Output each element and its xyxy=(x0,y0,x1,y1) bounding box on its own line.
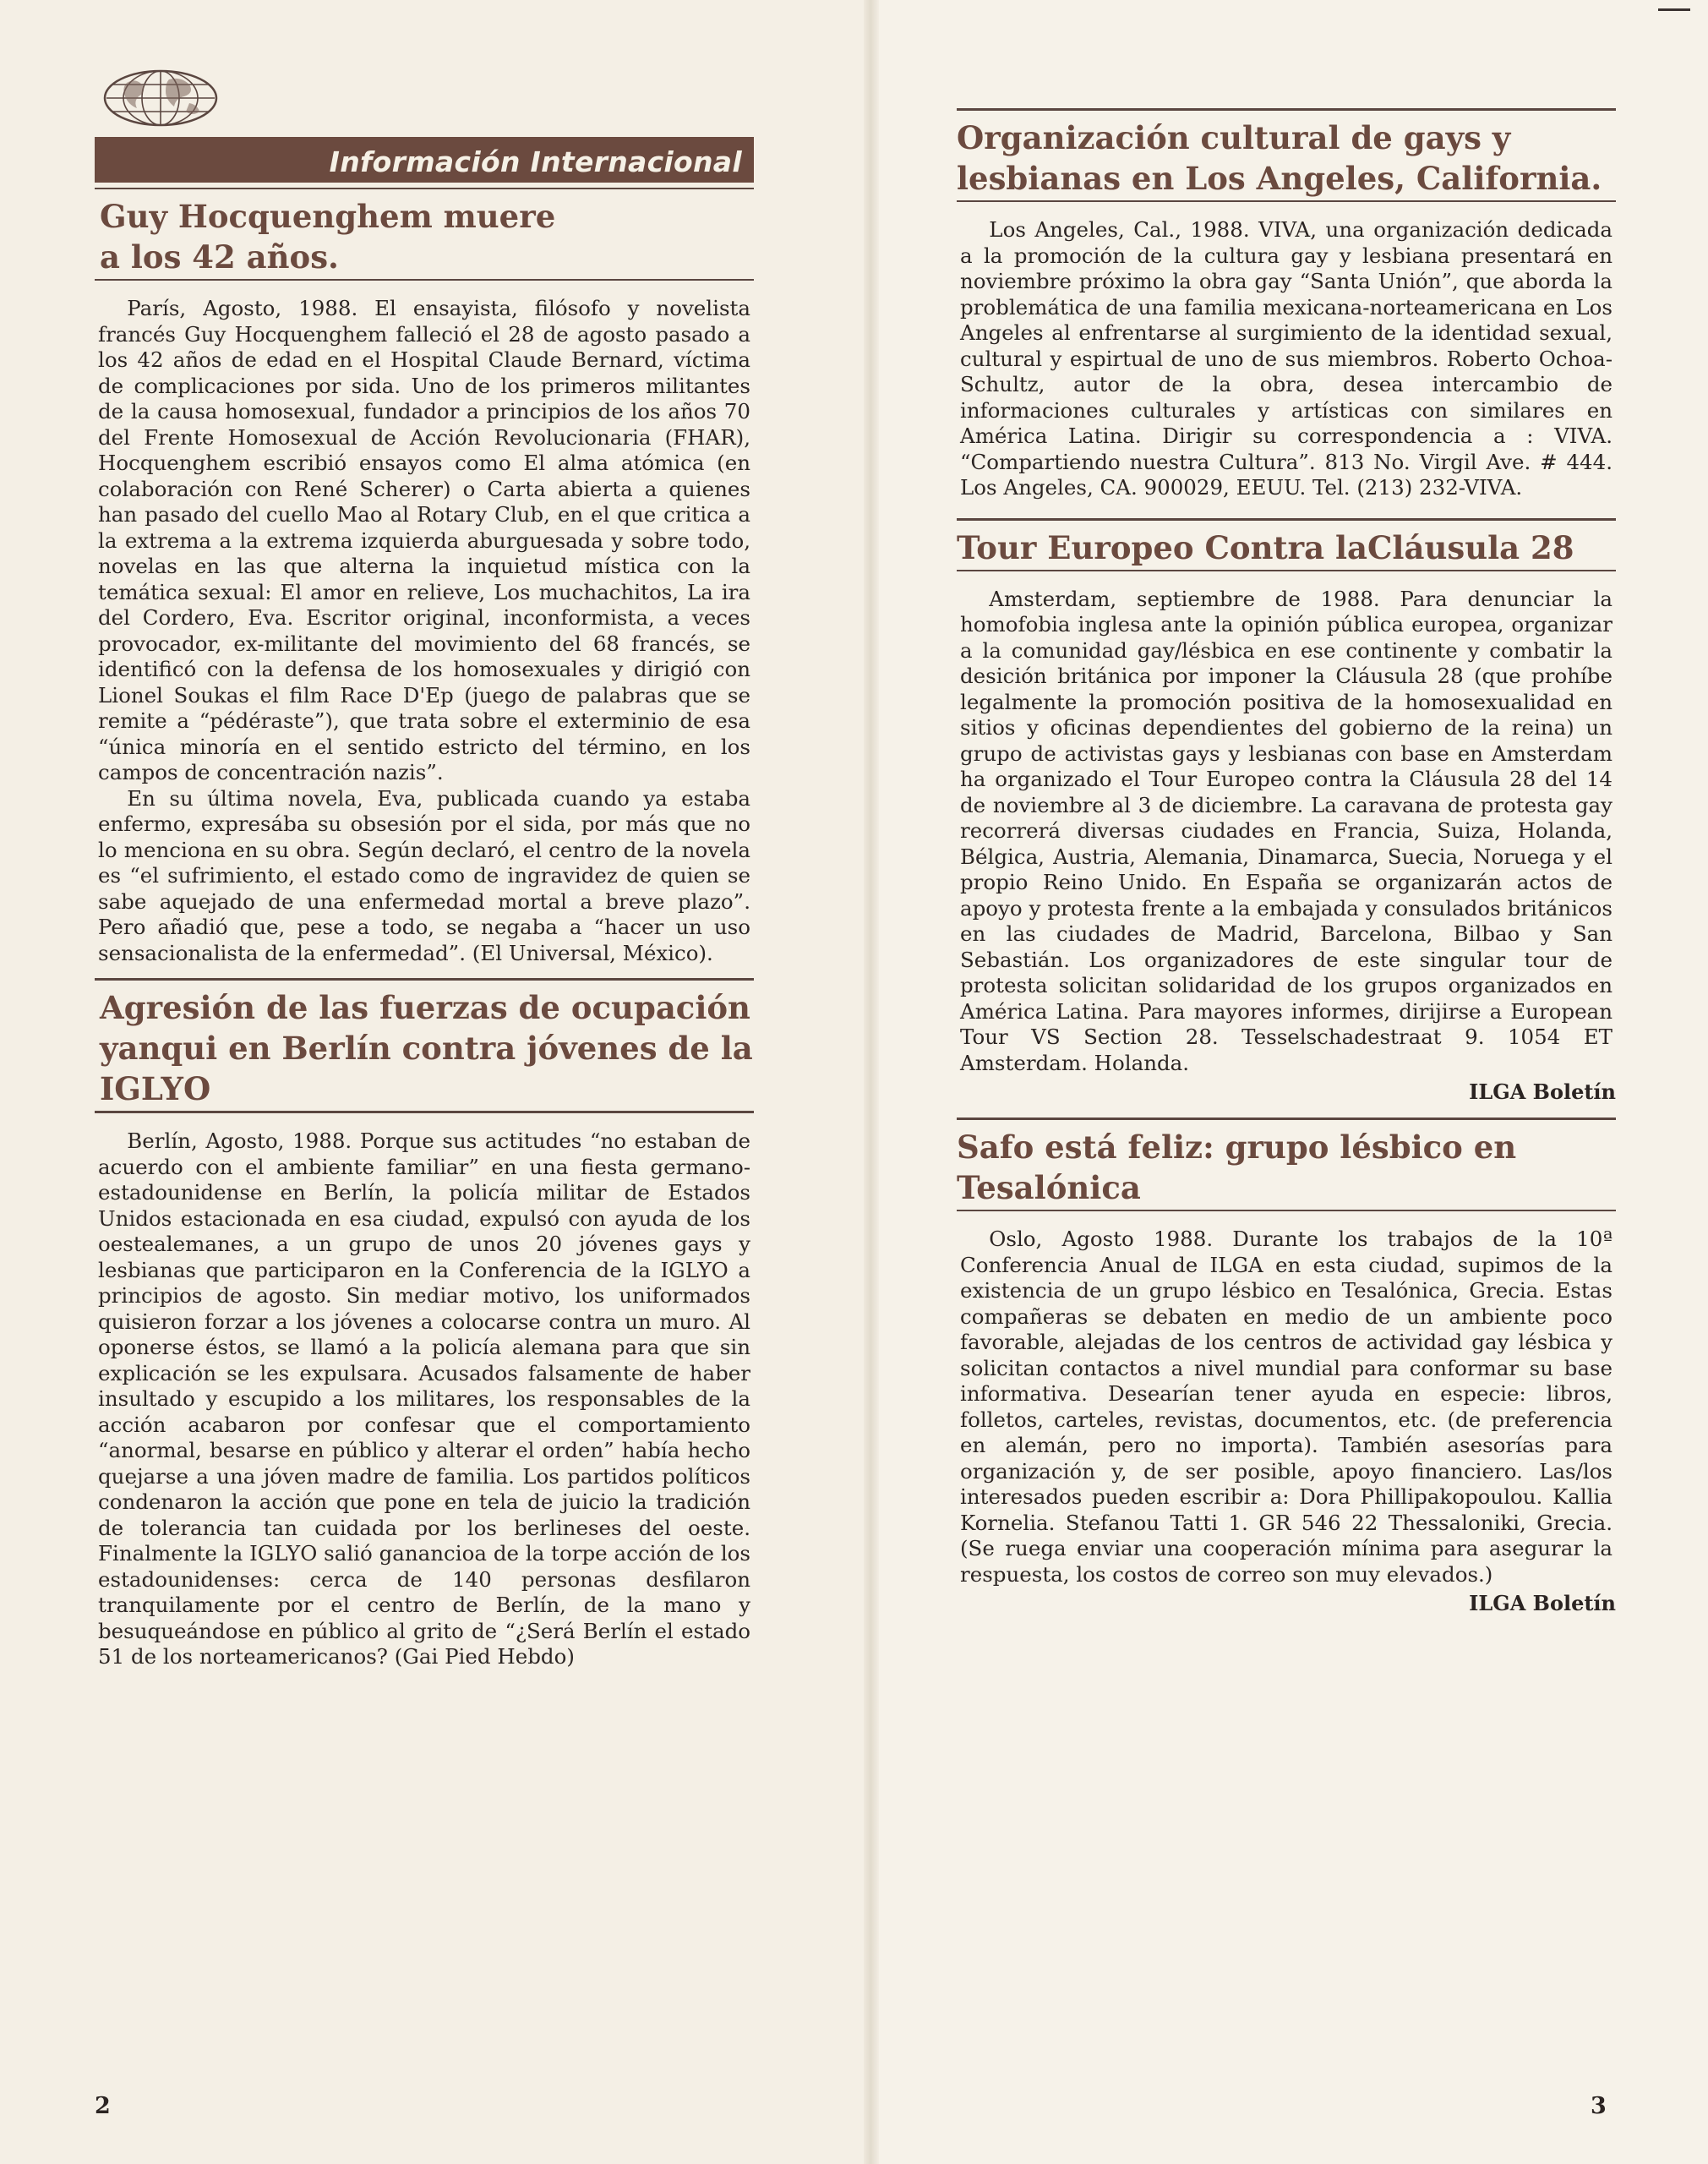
right-column xyxy=(957,108,1616,1615)
paragraph: París, Agosto, 1988. El ensayista, filósofo y novelista francés Guy Hocquenghem falleció el 28 de agosto pasado a los 42 años de edad en el Hospital Claude Bernard, víctima de complicaciones por sida. Uno de los primeros militantes de la causa homosexual, fundador a principios de los años 70 del Frente Homosexual de Acción Revolucionaria (FHAR), Hocquenghem escribió ensayos como El alma atómica (en colaboración con René Scherer) o Carta abierta a quienes han pasado del cuello Mao al Rotary Club, en el que critica a la extrema a la extrema izquierda aburguesada y sobre todo, novelas en las que alterna la inquietud mística con la temática sexual: El amor en relieve, Los muchachitos, La ira del Cordero, Eva. Escritor original, inconformista, a veces provocador, ex-militante del movimiento del 68 francés, se identificó con la defensa de los homosexuales y dirigió con Lionel Soukas el film Race D'Ep (juego de palabras que se remite a “pédéraste”), que trata sobre el exterminio de esa “única minoría en el sentido estricto del término, en los campos de concentración nazis”. xyxy=(98,296,750,784)
page-number-right: 3 xyxy=(1591,2093,1607,2119)
article-body xyxy=(98,296,750,966)
page-number-left: 2 xyxy=(95,2093,111,2119)
article-signature: ILGA Boletín xyxy=(1469,1079,1616,1104)
article-headline: Guy Hocquenghem muere a los 42 años. xyxy=(100,198,556,276)
section-banner xyxy=(95,137,754,183)
article xyxy=(957,518,1616,1105)
paragraph: En su última novela, Eva, publicada cuando ya estaba enfermo, expresába su obsesión por el sida, por más que no lo menciona en su obra. Según declaró, el centro de la novela es “el sufrimiento, el estado como de ingravidez de quien se sabe aquejado de una enfermedad mortal a breve plazo”. Pero añadió que, pese a todo, se negaba a “hacer un uso sensacionalista de la enfermedad”. (El Universal, México). xyxy=(98,785,750,965)
article-signature: ILGA Boletín xyxy=(1469,1591,1616,1615)
article-body xyxy=(960,1227,1613,1587)
paragraph: Los Angeles, Cal., 1988. VIVA, una organización dedicada a la promoción de la cultura gay y lesbiana presentará en noviembre próximo la obra gay “Santa Unión”, que aborda la problemática de una familia mexicana-norteamericana en Los Angeles al enfrentarse al surgimiento de la identidad sexual, cultural y espirtual de uno de sus miembros. Roberto Ochoa-Schultz, autor de la obra, desea intercambio de informaciones culturales y artísticas con similares en América Latina. Dirigir su correspondencia a : VIVA. “Compartiendo nuestra Cultura”. 813 No. Virgil Ave. # 444. Los Angeles, CA. 900029, EEUU. Tel. (213) 232-VIVA. xyxy=(960,217,1613,500)
paragraph: Berlín, Agosto, 1988. Porque sus actitudes “no estaban de acuerdo con el ambiente familiar” en una fiesta germano-estadounidense en Berlín, la policía militar de Estados Unidos estacionada en esa ciudad, expulsó con ayuda de los oestealemanes, a un grupo de unos 20 jóvenes gays y lesbianas que participaron en la Conferencia de la IGLYO a principios de agosto. Sin mediar motivo, los uniformados quisieron forzar a los jóvenes a colocarse contra un muro. Al oponerse éstos, se llamó a la policía alemana para que sin explicación se les expulsara. Acusados falsamente de haber insultado y escupido a los militares, los responsables de la acción acabaron por confesar que el comportamiento “anormal, besarse en público y alterar el orden” había hecho quejarse a una jóven madre de familia. Los partidos políticos condenaron la acción que pone en tela de juicio la tradición de tolerancia tan cuidada por los berlineses del oeste. Finalmente la IGLYO salió ganancioa de la torpe acción de los estadounidenses: cerca de 140 personas desfilaron tranquilamente por el centro de Berlín, de la mano y besuqueándose en público al grito de “¿Será Berlín el estado 51 de los norteamericanos? (Gai Pied Hebdo) xyxy=(98,1128,750,1669)
article xyxy=(95,196,754,966)
article-headline: Safo está feliz: grupo lésbico en Tesalónica xyxy=(957,1128,1517,1206)
article xyxy=(957,1118,1616,1615)
left-column xyxy=(95,68,754,1670)
rule xyxy=(957,1210,1616,1211)
paragraph: Amsterdam, septiembre de 1988. Para denunciar la homofobia inglesa ante la opinión pública europea, organizar a la comunidad gay/lésbica en ese continente y combatir la desición británica por imponer la Cláusula 28 (que prohíbe legalmente la promoción positiva de la homosexualidad en sitios y oficinas dependientes del gobierno de la reina) un grupo de activistas gays y lesbianas con base en Amsterdam ha organizado el Tour Europeo contra la Cláusula 28 del 14 de noviembre al 3 de diciembre. La caravana de protesta gay recorrerá diversas ciudades en Francia, Suiza, Holanda, Bélgica, Austria, Alemania, Dinamarca, Suecia, Noruega y el propio Reino Unido. En España se organizarán actos de apoyo y protesta frente a la embajada y consulados británicos en las ciudades de Madrid, Barcelona, Bilbao y San Sebastián. Los organizadores de este singular tour de protesta solicitan solidaridad de los grupos organizados en América Latina. Para mayores informes, dirijirse a European Tour VS Section 28. Tesselschadestraat 9. 1054 ET Amsterdam. Holanda. xyxy=(960,586,1613,1075)
article-body xyxy=(98,1128,750,1670)
rule xyxy=(95,1111,754,1113)
rule xyxy=(957,1118,1616,1120)
rule xyxy=(95,279,754,281)
rule xyxy=(957,108,1616,111)
rule xyxy=(95,978,754,981)
article-headline: Tour Europeo Contra laCláusula 28 xyxy=(957,528,1574,566)
article-body xyxy=(960,217,1613,501)
rule xyxy=(95,188,754,189)
paragraph: Oslo, Agosto 1988. Durante los trabajos de la 10ª Conferencia Anual de ILGA en esta ciudad, supimos de la existencia de un grupo lésbico en Tesalónica, Grecia. Estas compañeras se debaten en medio de un ambiente poco favorable, alejadas de los centros de actividad gay lésbica y solicitan contactos a nivel mundial para conformar su base informativa. Desearían tener ayuda en especie: libros, folletos, carteles, revistas, documentos, etc. (de preferencia en alemán, pero no importa). También asesorías para organización y, de ser posible, apoyo financiero. Las/los interesados pueden escribir a: Dora Phillipakopoulou. Kallia Kornelia. Stefanou Tatti 1. GR 546 22 Thessaloniki, Grecia. (Se ruega enviar una cooperación mínima para asegurar la respuesta, los costos de correo son muy elevados.) xyxy=(960,1227,1613,1587)
article-body xyxy=(960,587,1613,1077)
article-headline: Organización cultural de gays y lesbianas en Los Angeles, California. xyxy=(957,119,1602,197)
corner-mark xyxy=(1658,8,1690,11)
section-banner-text: Información Internacional xyxy=(329,145,742,178)
rule xyxy=(957,518,1616,521)
rule xyxy=(957,200,1616,202)
article-headline: Agresión de las fuerzas de ocupación yanqui en Berlín contra jóvenes de la IGLYO xyxy=(100,989,753,1107)
article xyxy=(957,108,1616,501)
rule xyxy=(957,570,1616,571)
globe-icon xyxy=(101,68,220,128)
article xyxy=(95,978,754,1670)
page-gutter xyxy=(864,0,879,2164)
